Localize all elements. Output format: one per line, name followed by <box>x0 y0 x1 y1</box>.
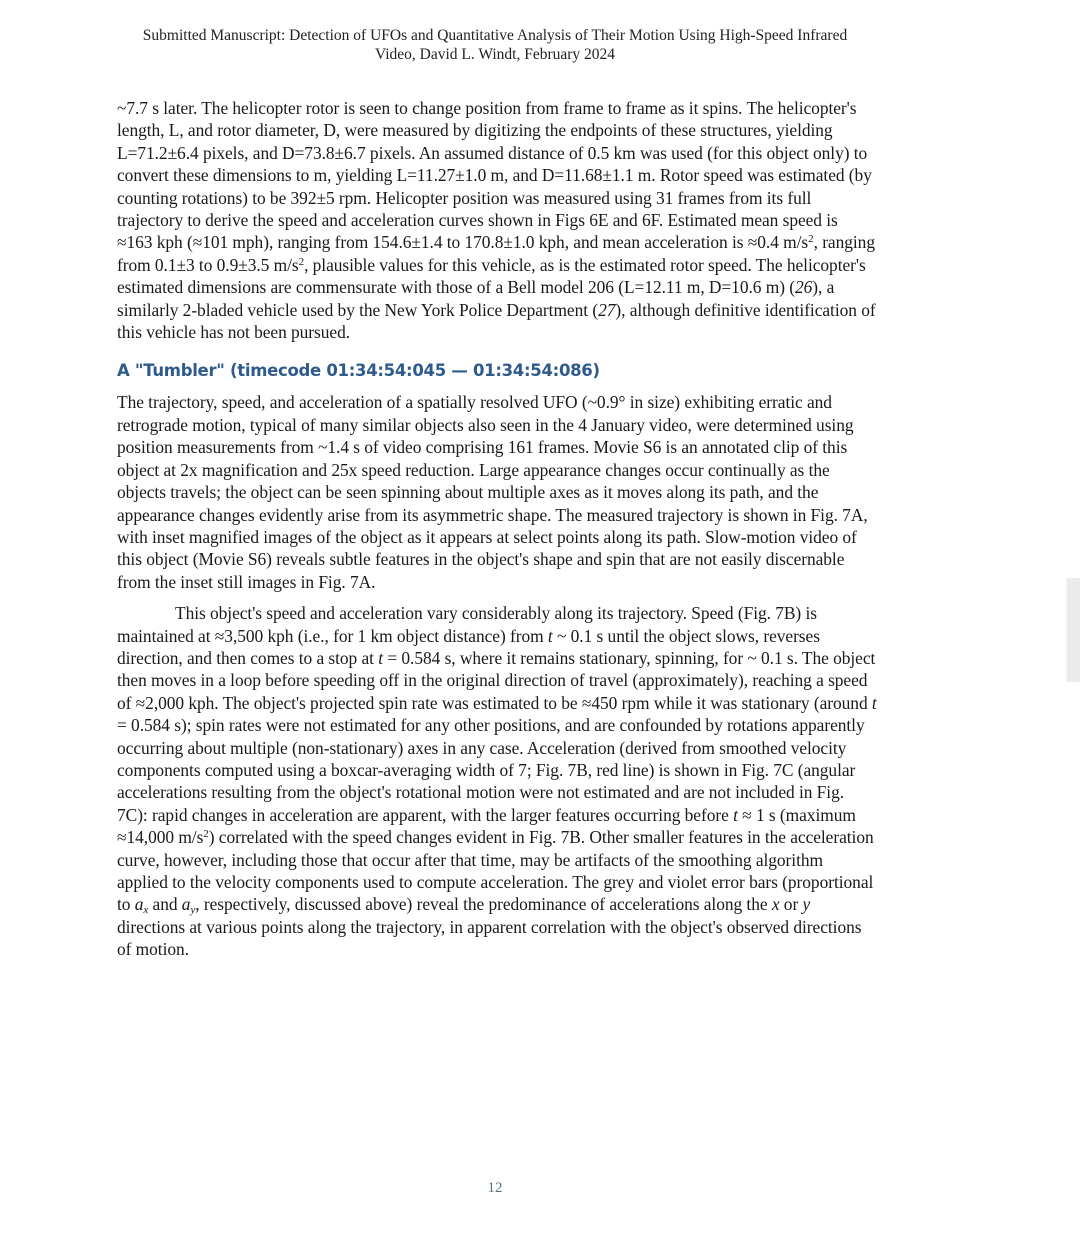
page-number: 12 <box>487 1180 503 1196</box>
page-body <box>117 97 877 961</box>
citation-ref: 27 <box>598 299 616 320</box>
citation-ref: 26 <box>794 277 813 298</box>
header-line-1: Submitted Manuscript: Detection of UFOs and Quantitative Analysis of Their Motion Using High-Speed Infrared <box>142 27 848 44</box>
text-run: ), a similarly 2-bladed vehicle used by the New York Police Department ( <box>117 277 835 320</box>
math-var: a <box>134 894 144 915</box>
text-run: and <box>148 894 182 915</box>
math-var: t <box>733 804 738 825</box>
superscript: 2 <box>808 233 814 246</box>
text-run: ≈ 1 s (maximum ≈14,000 m/s <box>117 804 856 848</box>
math-var: x <box>771 894 780 915</box>
text-run: or <box>779 894 803 915</box>
paragraph-helicopter <box>117 97 877 343</box>
superscript: 2 <box>203 828 209 841</box>
paragraph-tumbler-motion <box>117 602 877 961</box>
text-run: , respectively, discussed above) reveal the predominance of accelerations along the <box>195 894 772 915</box>
math-var: y <box>802 894 811 915</box>
text-run: directions at various points along the trajectory, in apparent correlation with the object's observed directions of motion. <box>117 916 862 960</box>
subscript: x <box>143 904 149 917</box>
math-var: t <box>547 625 553 646</box>
header-line-2: Video, David L. Windt, February 2024 <box>374 46 616 63</box>
text-run: ), although definitive identification of this vehicle has not been pursued. <box>117 299 876 343</box>
text-run: , ranging from 0.1±3 to 0.9±3.5 m/s <box>117 232 875 275</box>
math-var: a <box>181 894 191 915</box>
running-header <box>100 26 890 64</box>
paragraph-tumbler-intro: The trajectory, speed, and acceleration of a spatially resolved UFO (~0.9° in size) exhibiting erratic and retrograde motion, typical of many similar objects also seen in the 4 January video, were determined using position measurements from ~1.4 s of video comprising 161 frames. Movie S6 is an annotated clip of this object at 2x magnification and 25x speed reduction. Large appearance changes occur continually as the objects travels; the object can be seen spinning about multiple axes as it moves along its path, and the appearance changes evidently arise from its asymmetric shape. The measured trajectory is shown in Fig. 7A, with inset magnified images of the object as it appears at select points along its path. Slow-motion video of this object (Movie S6) reveals subtle features in the object's shape and spin that are not easily discernable from the inset still images in Fig. 7A. <box>117 392 868 592</box>
text-run: ~7.7 s later. The helicopter rotor is seen to change position from frame to frame as it spins. The helicopter's length, L, and rotor diameter, D, were measured by digitizing the endpoints of these structures, yielding L=71.2±6.4 pixels, and D=73.8±6.7 pixels. An assumed distance of 0.5 km was used (for this object only) to convert these dimensions to m, yielding L=11.27±1.0 m, and D=11.68±1.1 m. Rotor speed was estimated (by counting rotations) to be 392±5 rpm. Helicopter position was measured using 31 frames from its full trajectory to derive the speed and acceleration curves shown in Figs 6E and 6F. Estimated mean speed is ≈163 kph (≈101 mph), ranging from 154.6±1.4 to 170.8±1.0 kph, and mean acceleration is ≈0.4 m/s <box>117 98 872 253</box>
superscript: 2 <box>298 255 305 268</box>
subscript: y <box>190 904 196 917</box>
text-run: ) correlated with the speed changes evident in Fig. 7B. Other smaller features in the acceleration curve, however, including those that occur after that time, may be artifacts of the smoothing algorithm applied to the velocity components used to compute acceleration. The grey and violet error bars (proportional to <box>117 827 874 915</box>
text-run: = 0.584 s); spin rates were not estimated for any other positions, and are confounded by rotations apparently occurring about multiple (non-stationary) axes in any case. Acceleration (derived from smoothed velocity components computed using a boxcar-averaging width of 7; Fig. 7B, red line) is shown in Fig. 7C (angular accelerations resulting from the object's rotational motion were not estimated and are not included in Fig. 7C): rapid changes in acceleration are apparent, with the larger features occurring before <box>117 715 865 825</box>
text-run: This object's speed and acceleration vary considerably along its trajectory. Speed (Fig. 7B) is maintained at ≈3,500 kph (i.e., for 1 km object distance) from <box>117 603 817 646</box>
scrollbar[interactable] <box>1066 578 1080 682</box>
math-var: t <box>871 692 877 713</box>
text-run: , plausible values for this vehicle, as is the estimated rotor speed. The helicopter's estimated dimensions are commensurate with those of a Bell model 206 (L=12.11 m, D=10.6 m) ( <box>117 254 866 298</box>
text-run: = 0.584 s, where it remains stationary, spinning, for ~ 0.1 s. The object then moves in a loop before speeding off in the original direction of travel (approximately), reaching a speed of ≈2,000 kph. The object's projected spin rate was estimated to be ≈450 rpm while it was stationary (around <box>117 647 876 713</box>
math-var: t <box>378 647 384 668</box>
text-run: ~ 0.1 s until the object slows, reverses direction, and then comes to a stop at <box>117 625 820 668</box>
section-heading: A "Tumbler" (timecode 01:34:54:045 — 01:34:54:086) <box>117 361 600 381</box>
